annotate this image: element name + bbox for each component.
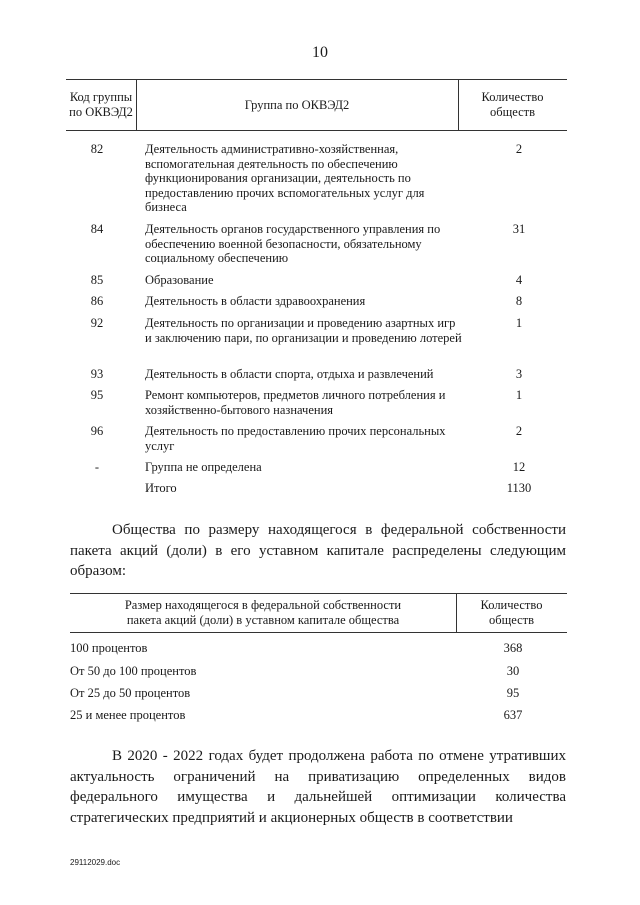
row-count: 95: [506, 686, 520, 700]
row-name: Деятельность в области здравоохранения: [145, 294, 366, 308]
row-count: 368: [503, 641, 523, 655]
row-code: 82: [90, 142, 104, 156]
header-count-text: Количество обществ: [480, 598, 543, 627]
row-name: Деятельность в области спорта, отдыха и развлечений: [145, 367, 434, 381]
row-code: 95: [90, 388, 104, 402]
row-code: 93: [90, 367, 104, 381]
privatization-paragraph: [70, 746, 566, 828]
share-size-table-header: [70, 593, 567, 633]
row-count: 637: [503, 708, 523, 722]
row-count: 31: [512, 222, 526, 236]
okved-table-header: [66, 79, 567, 131]
row-name: Деятельность по предоставлению прочих персональных услуг: [145, 424, 446, 453]
row-code: 84: [90, 222, 104, 236]
okved-table: [66, 79, 567, 495]
paragraph-text: В 2020 - 2022 годах будет продолжена работа по отмене утративших актуальность ограничений на приватизацию определенных видов федерального имущества и дальнейшей оптимизации количества стратегических предприятий и акционерных обществ в соответствии: [70, 748, 566, 826]
row-name: От 25 до 50 процентов: [70, 686, 191, 700]
row-code: 86: [90, 294, 104, 308]
row-name: Итого: [145, 481, 177, 495]
header-group: Группа по ОКВЭД2: [244, 97, 350, 112]
row-code: 92: [90, 316, 104, 330]
row-name: Группа не определена: [145, 460, 262, 474]
header-count: [456, 594, 567, 632]
header-count: Количество обществ: [481, 90, 544, 119]
share-size-table: [70, 593, 567, 722]
row-name: Деятельность органов государственного управления по обеспечению военной безопасности, обязательному социальному обеспечению: [145, 222, 441, 265]
row-name: Образование: [145, 273, 214, 287]
row-count: 30: [506, 664, 520, 678]
row-count: 2: [515, 424, 523, 438]
header-size-text: Размер находящегося в федеральной собственности пакета акций (доли) в уставном капитале общества: [124, 598, 402, 627]
row-name: Деятельность по организации и проведению азартных игр и заключению пари, по организации и проведению лотерей: [145, 316, 462, 345]
row-code: 85: [90, 273, 104, 287]
row-count: 1: [515, 388, 523, 402]
row-name: 100 процентов: [70, 641, 148, 655]
distribution-paragraph: [70, 520, 566, 582]
row-count: 8: [515, 294, 523, 308]
row-name: Деятельность административно-хозяйственная, вспомогательная деятельность по обеспечению функционирования организации, деятельность по предоставлению прочих вспомогательных услуг для бизнеса: [145, 142, 425, 214]
page-number: 10: [312, 44, 328, 61]
row-count: 1: [515, 316, 523, 330]
row-count: 2: [515, 142, 523, 156]
row-code: 96: [90, 424, 104, 438]
row-count: 1130: [506, 481, 532, 495]
header-size: [70, 594, 456, 632]
row-count: 3: [515, 367, 523, 381]
header-code: Код группы по ОКВЭД2: [69, 90, 133, 119]
row-count: 4: [515, 273, 523, 287]
row-count: 12: [512, 460, 526, 474]
row-name: Ремонт компьютеров, предметов личного потребления и хозяйственно-бытового назначения: [145, 388, 446, 417]
file-name-footer: 29112029.doc: [70, 858, 121, 867]
row-code: -: [94, 460, 100, 474]
row-name: 25 и менее процентов: [70, 708, 186, 722]
row-name: От 50 до 100 процентов: [70, 664, 197, 678]
paragraph-text: Общества по размеру находящегося в федеральной собственности пакета акций (доли) в его уставном капитале распределены следующим образом:: [70, 522, 566, 579]
